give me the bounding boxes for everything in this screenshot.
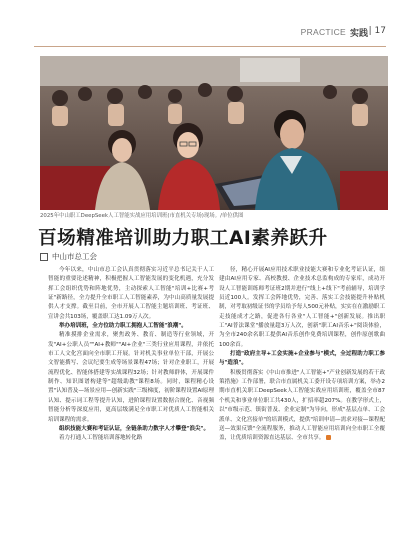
byline-text: 中山市总工会 xyxy=(52,252,97,261)
page-header xyxy=(34,26,386,47)
photo-caption: 2025年中山职工DeepSeek人工智能实战应用培训班(市直机关专场)现场。/单位供图 xyxy=(40,213,244,219)
article-photo xyxy=(40,56,388,210)
byline-box-icon xyxy=(40,253,48,261)
article-end-mark-icon xyxy=(326,435,331,440)
article-subheading: 举办培训班，全方位助力职工拥抱人工智能"浪潮"。 xyxy=(59,323,187,330)
article-column-right xyxy=(219,266,385,544)
article-paragraph: 着力打通人工智能培训落地转化路 xyxy=(59,435,143,442)
article-column-left xyxy=(48,266,214,544)
article-paragraph: 径，精心开展AI应用技术职业技能大赛和专业化考证认证，组建由AI应用专家、高校教授、企业技术总监构成的专家库，成功开设人工智能训练师考证班2期并进行"线上+线下"考前辅导，培训学员近100人。发挥工会阵地优势，完善、落实工会技能提升补贴机制，对考取初级证书的学员给予每人500元补贴，实实在在激励职工走技能成才之路，促进各行各业"人工智能+"创新发展。推出职工"AI普法课堂"播放量超3万人次，创新"职工AI音乐+"阅读体验，为全市240余名职工提供AI音乐创作免费培训课程，创作原创歌曲100余首。 xyxy=(219,267,385,348)
article-subheading: 组织技能大赛和考证认证，全链条助力数字人才攀登"浪尖"。 xyxy=(59,425,209,432)
section-label-en: PRACTICE xyxy=(300,27,346,37)
article-byline xyxy=(40,251,97,262)
article-paragraph: 精准摸排企业需求，聚焦政务、教育、制造等行业领域，开发"AI+公职人员""AI+教师""AI+企业"三类行业应用课程，并依托市工人文化宫面向全市职工开展。针对机关事业单位干部，开展公文智能撰写、会议纪要生成等场景课程47场；针对企业职工，开展流程优化、智能体搭建等实战课程32场；针对教师群体，开展课件制作、知识图谱构建等"超级助教"课程8场。同时，课程精心设置"认知普及—场景应用—创新实践"三级梯度，初阶课程设置AI原理认知、提示词工程等提升认知，进阶课程设置数据合规化、音视频智能分析等深度应用，更高层级满足全市职工对优质人工智能相关培训课程的需求。 xyxy=(48,332,214,423)
article-subheading: 打造"政府主导+工会实施+企业参与"模式，全过程助力职工参与"造浪"。 xyxy=(219,351,385,367)
page-number: | 17 xyxy=(368,26,386,36)
article-headline: 百场精准培训助力职工AI素养跃升 xyxy=(38,228,328,249)
article-paragraph: 积极贯彻落实《中山市推进"人工智能+"产业创新发展的若干政策措施》工作部署，联合市直属机关工委开设专项培训方案，举办2期市直机关职工DeepSeek人工智能实战应用培训班，覆盖全市87个机关和事业单位职工共430人，扩招率超207%。在教学形式上，以"市级示范、镇街普及、企业定制"为导向，形成"基层点单、工会派单、文化宫接单"的培训模式，提供"培训申请—需求对接—课程配送—效果反馈"全流程服务，推动人工智能应用培训向全市职工全覆盖，让优质培训资源直达基层、全市共享。 xyxy=(219,369,385,442)
section-label-cn: 实践 xyxy=(349,29,368,39)
article-paragraph: 今年以来，中山市总工会认真贯彻落实习近平总书记关于人工智能的重要论述精神，积极把握人工智能发展的变化机遇，充分发挥工会组织优势和阵地优势，主动探索人工智能"培训+比赛+考证"新路径，全力提升全市职工人工智能素养，为中山高质量发展提供人才支撑。截至目前，全市开展人工智能主题培训班、考证班、宣讲会共103场，覆盖职工达1.09万人次。 xyxy=(48,267,214,320)
